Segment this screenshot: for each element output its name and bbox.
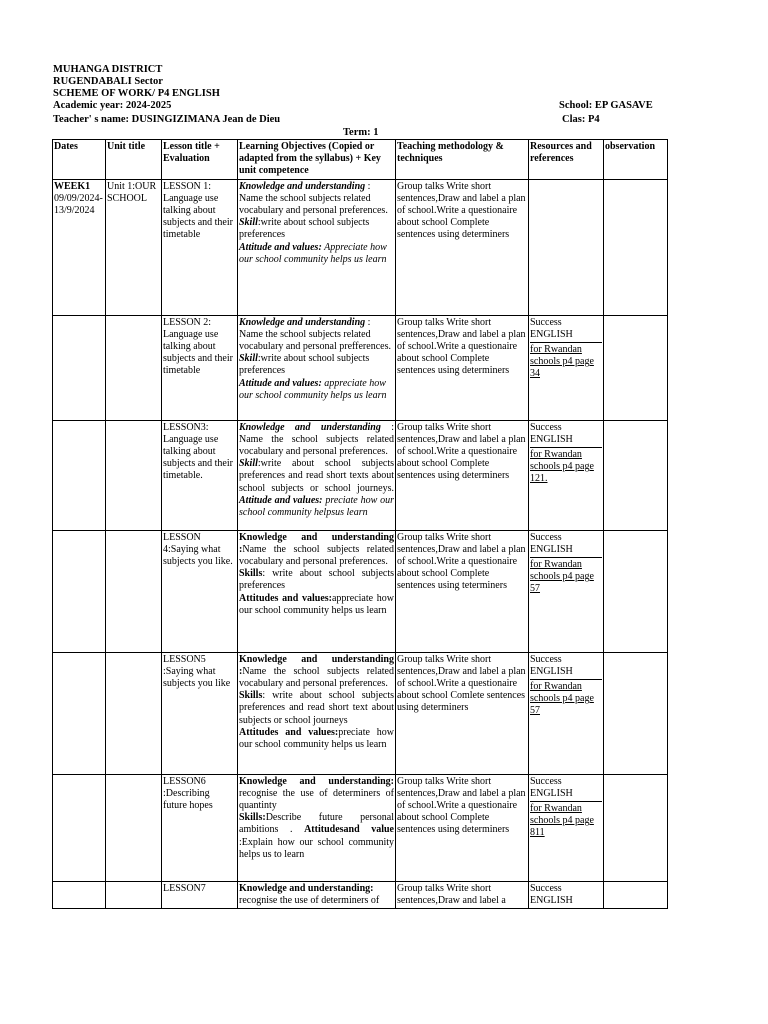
- ku-label: Knowledge and understanding:: [239, 775, 394, 787]
- ku-text: Name the school subjects related vocabulary and personal preferences.: [239, 665, 394, 690]
- col-teaching-methodology: Teaching methodology & techniques: [396, 140, 529, 180]
- dates-cell: [53, 420, 106, 530]
- skill-text: Describe future personal ambitions .: [239, 812, 394, 836]
- unit-cell: [106, 652, 162, 774]
- scheme-heading: SCHEME OF WORK/ P4 ENGLISH: [53, 88, 220, 99]
- objectives-cell: [238, 420, 396, 530]
- resources-cell: [529, 420, 604, 530]
- objectives-cell: [238, 881, 396, 908]
- col-resources: Resources and references: [529, 140, 604, 180]
- methodology-cell: Group talks Write short sentences,Draw and label a plan of school.Write a questionaire about school Complete sentences using determiners: [396, 315, 529, 420]
- resources-cell: [529, 530, 604, 652]
- ku-label: Knowledge and understanding:: [239, 882, 374, 894]
- attitude-label: Attitudesand value: [304, 824, 394, 836]
- objectives-cell: [238, 774, 396, 881]
- resource-title: Success ENGLISH: [530, 421, 573, 445]
- ku-label: Knowledge and understanding: [239, 180, 366, 192]
- methodology-cell: Group talks Write short sentences,Draw and label a plan of school.Write a questionaire about school Complete sentences using determiners: [396, 420, 529, 530]
- resources-cell: [529, 774, 604, 881]
- table-header-row: [53, 140, 668, 180]
- resource-reference: for Rwandan schools p4 page 57: [530, 557, 602, 596]
- methodology-cell: Group talks Write short sentences,Draw and label a plan of school.Write a questionaire about school Complete sentences using teterminers: [396, 530, 529, 652]
- term-label: Term: 1: [343, 127, 379, 138]
- dates-cell: [53, 530, 106, 652]
- observation-cell: [604, 179, 668, 315]
- skill-label: Skills:: [239, 812, 266, 824]
- dates-cell: [53, 179, 106, 315]
- class-label: Clas: P4: [562, 114, 600, 125]
- col-dates: Dates: [53, 140, 106, 180]
- resources-cell: [529, 179, 604, 315]
- sector-heading: RUGENDABALI Sector: [53, 76, 163, 87]
- lesson-cell: LESSON5 :Saying what subjects you like: [162, 652, 238, 774]
- unit-cell: [106, 530, 162, 652]
- observation-cell: [604, 530, 668, 652]
- observation-cell: [604, 315, 668, 420]
- skill-label: Skill: [239, 217, 258, 229]
- observation-cell: [604, 420, 668, 530]
- skill-text: : write about school subjects preferences and read short text about subjects or school journeys: [239, 690, 394, 726]
- dates-cell: [53, 652, 106, 774]
- resources-cell: Success ENGLISH: [529, 881, 604, 908]
- unit-cell: [106, 774, 162, 881]
- table-row: [53, 420, 668, 530]
- resource-title: Success ENGLISH: [530, 531, 573, 555]
- attitude-label: Attitudes and values:: [239, 726, 339, 738]
- resource-reference: for Rwandan schools p4 page 811: [530, 801, 602, 840]
- ku-label: Knowledge and understanding: [239, 316, 366, 328]
- methodology-cell: Group talks Write short sentences,Draw and label a plan of school.Write a questionaire about school Complete sentences using determiners: [396, 179, 529, 315]
- date-range: 09/09/2024-13/9/2024: [54, 192, 103, 217]
- resource-title: Success ENGLISH: [530, 775, 573, 799]
- table-row: [53, 774, 668, 881]
- skill-text: :write about school subjects preferences and read short texts about school subjects or school journeys.: [239, 458, 394, 494]
- resource-reference: for Rwandan schools p4 page 34: [530, 342, 602, 381]
- resource-title: Success ENGLISH: [530, 653, 573, 677]
- district-heading: MUHANGA DISTRICT: [53, 64, 163, 75]
- attitude-text: preciate how our school community helpsus learn: [239, 494, 394, 519]
- school-name: School: EP GASAVE: [559, 100, 653, 111]
- lesson-cell: LESSON 1: Language use talking about subjects and their timetable: [162, 179, 238, 315]
- attitude-label: Attitudes and values:: [239, 592, 332, 604]
- table-row: [53, 652, 668, 774]
- col-unit-title: Unit title: [106, 140, 162, 180]
- resources-cell: [529, 315, 604, 420]
- resource-reference: for Rwandan schools p4 page 57: [530, 679, 602, 718]
- ku-text: : Name the school subjects related vocabulary and personal preferences.: [239, 180, 388, 217]
- ku-text: : Name the school subjects related vocabulary and personal prefferences.: [239, 316, 391, 353]
- observation-cell: [604, 652, 668, 774]
- skill-label: Skills: [239, 568, 263, 580]
- attitude-text: Appreciate how our school community helps us learn: [239, 241, 387, 265]
- col-observation: observation: [604, 140, 668, 180]
- scheme-of-work-table: [52, 139, 668, 909]
- lesson-cell: LESSON 4:Saying what subjects you like.: [162, 530, 238, 652]
- ku-text: recognise the use of determiners of quantinty: [239, 787, 394, 812]
- ku-label: Knowledge and understanding :: [239, 653, 394, 677]
- table-row: [53, 530, 668, 652]
- skill-text: : write about school subjects preferences: [239, 568, 394, 592]
- skill-text: :write about school subjects preferences: [239, 353, 370, 377]
- attitude-label: Attitude and values:: [239, 494, 323, 506]
- attitude-text: appreciate how our school community helps us learn: [239, 592, 394, 616]
- lesson-cell: LESSON3: Language use talking about subjects and their timetable.: [162, 420, 238, 530]
- dates-cell: [53, 774, 106, 881]
- attitude-text: appreciate how our school community helps us learn: [239, 377, 387, 401]
- unit-cell: Unit 1:OUR SCHOOL: [106, 179, 162, 315]
- observation-cell: [604, 881, 668, 908]
- table-row: [53, 179, 668, 315]
- ku-label: Knowledge and understanding: [239, 421, 381, 433]
- skill-label: Skills: [239, 690, 263, 702]
- attitude-label: Attitude and values:: [239, 377, 322, 389]
- teacher-name: Teacher' s name: DUSINGIZIMANA Jean de Dieu: [53, 114, 281, 125]
- unit-cell: [106, 881, 162, 908]
- week-label: WEEK1: [54, 180, 91, 192]
- attitude-text: :Explain how our school community helps us to learn: [239, 836, 394, 860]
- table-row: [53, 315, 668, 420]
- objectives-cell: [238, 179, 396, 315]
- col-learning-objectives: Learning Objectives (Copied or adapted from the syllabus) + Key unit competence: [238, 140, 396, 180]
- objectives-cell: [238, 315, 396, 420]
- lesson-cell: LESSON 2: Language use talking about subjects and their timetable: [162, 315, 238, 420]
- lesson-cell: LESSON7: [162, 881, 238, 908]
- methodology-cell: Group talks Write short sentences,Draw and label a: [396, 881, 529, 908]
- lesson-cell: LESSON6 :Describing future hopes: [162, 774, 238, 881]
- ku-text: recognise the use of determiners of: [239, 894, 380, 906]
- skill-label: Skill: [239, 458, 258, 470]
- objectives-cell: [238, 530, 396, 652]
- methodology-cell: Group talks Write short sentences,Draw and label a plan of school.Write a questionaire about school Complete sentences using determiners: [396, 774, 529, 881]
- unit-cell: [106, 420, 162, 530]
- ku-label: Knowledge and understanding :: [239, 531, 394, 555]
- observation-cell: [604, 774, 668, 881]
- skill-label: Skill: [239, 353, 258, 365]
- dates-cell: [53, 315, 106, 420]
- ku-text: Name the school subjects related vocabulary and personal preferences.: [239, 543, 394, 568]
- academic-year: Academic year: 2024-2025: [53, 100, 172, 111]
- resource-reference: for Rwandan schools p4 page 121.: [530, 447, 602, 486]
- unit-cell: [106, 315, 162, 420]
- objectives-cell: [238, 652, 396, 774]
- skill-text: :write about school subjects preferences: [239, 217, 370, 241]
- ku-text: : Name the school subjects related vocabulary and personal preferences.: [239, 421, 394, 458]
- dates-cell: [53, 881, 106, 908]
- attitude-label: Attitude and values:: [239, 241, 322, 253]
- col-lesson-title: Lesson title + Evaluation: [162, 140, 238, 180]
- resource-title: Success ENGLISH: [530, 316, 573, 340]
- resources-cell: [529, 652, 604, 774]
- methodology-cell: Group talks Write short sentences,Draw and label a plan of school.Write a questionaire about school Comlete sentences using determiners: [396, 652, 529, 774]
- table-row: [53, 881, 668, 908]
- attitude-text: preciate how our school community helps us learn: [239, 726, 394, 751]
